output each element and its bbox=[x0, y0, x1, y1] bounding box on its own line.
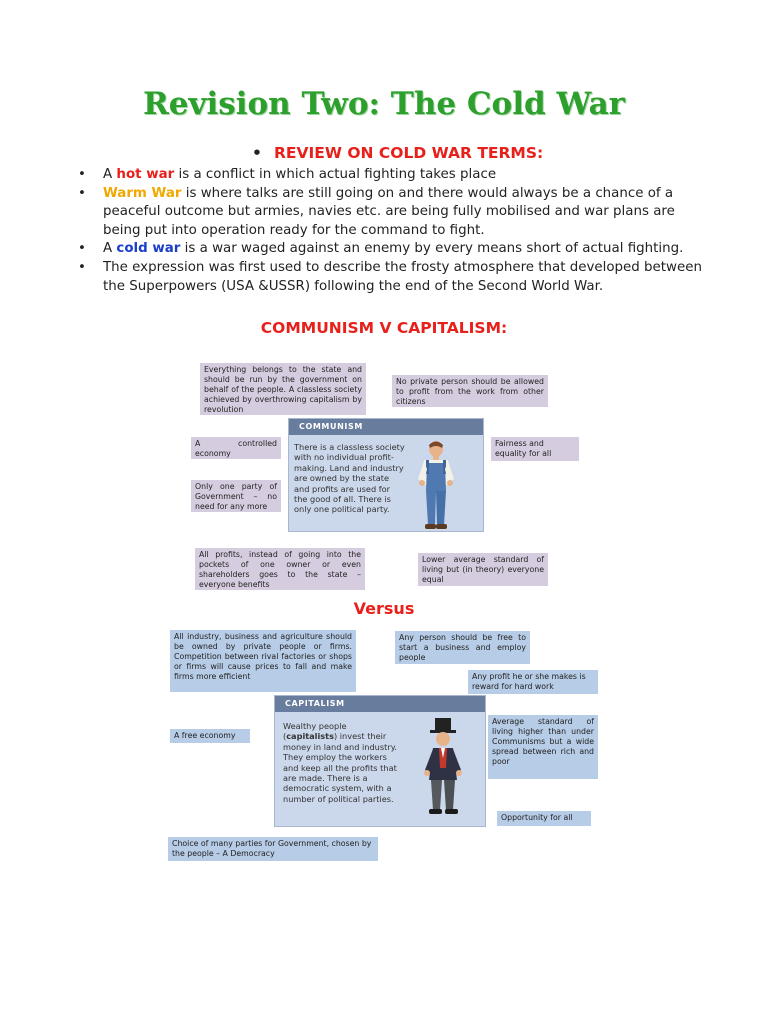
capitalism-text-bold: capitalists bbox=[286, 731, 334, 742]
term-text: is a war waged against an enemy by every means short of actual fighting. bbox=[180, 241, 684, 257]
term-keyword: hot war bbox=[116, 167, 175, 182]
bullet-icon: • bbox=[252, 144, 262, 162]
capitalism-card bbox=[274, 695, 486, 827]
worker-figure-icon bbox=[409, 439, 463, 531]
term-expression bbox=[78, 259, 708, 296]
term-text: A bbox=[103, 167, 117, 182]
term-text: is a conflict in which actual fighting takes place bbox=[174, 167, 497, 182]
note-everything-belongs: Everything belongs to the state and should be run by the government on behalf of the people. A classless society achieved by overthrowing capitalism by revolution bbox=[200, 363, 366, 415]
capitalism-text-pre: Wealthy people ( bbox=[283, 721, 347, 742]
note-lower-standard: Lower average standard of living but (in theory) everyone equal bbox=[418, 553, 548, 586]
page-title: Revision Two: The Cold War bbox=[142, 86, 626, 122]
term-keyword: cold war bbox=[116, 241, 181, 257]
note-any-person: Any person should be free to start a business and employ people bbox=[395, 631, 530, 664]
term-hot-war bbox=[78, 166, 708, 185]
term-warm-war bbox=[78, 185, 708, 241]
term-cold-war bbox=[78, 240, 708, 259]
bullet-icon: • bbox=[78, 259, 86, 275]
note-choice-of-parties: Choice of many parties for Government, chosen by the people – A Democracy bbox=[168, 837, 378, 861]
note-all-profits: All profits, instead of going into the pockets of one owner or even shareholders goes to the state – everyone benefits bbox=[195, 548, 365, 590]
note-opportunity: Opportunity for all bbox=[497, 811, 591, 826]
note-free-economy: A free economy bbox=[170, 729, 250, 743]
bullet-icon: • bbox=[78, 167, 86, 182]
note-one-party: Only one party of Government – no need for any more bbox=[191, 480, 281, 512]
term-text: is where talks are still going on and there would always be a chance of a peaceful outcome but armies, navies etc. are being fully mobilised and war plans are being put into operation ready for the command to fight. bbox=[103, 185, 675, 238]
bullet-icon: • bbox=[78, 241, 86, 257]
review-heading-text: REVIEW ON COLD WAR TERMS: bbox=[274, 144, 544, 162]
note-controlled-economy: A controlled economy bbox=[191, 437, 281, 459]
term-text: The expression was first used to describe the frosty atmosphere that developed between the Superpowers (USA &USSR) following the end of the Second World War. bbox=[103, 259, 702, 294]
note-no-private-profit: No private person should be allowed to profit from the work from other citizens bbox=[392, 375, 548, 407]
capitalism-text-post: ) invest their money in land and industry. They employ the workers and keep all the profits that are made. There is a democratic system, with a number of political parties. bbox=[283, 731, 397, 804]
term-keyword: Warm War bbox=[103, 185, 182, 201]
communism-card bbox=[288, 418, 484, 532]
communism-card-text: There is a classless society with no individual profit-making. Land and industry are owned by the state and profits are used for the good of all. There is only one political party. bbox=[294, 442, 405, 515]
note-average-standard: Average standard of living higher than under Communisms but a wide spread between rich and poor bbox=[488, 715, 598, 779]
versus-heading: Versus bbox=[353, 599, 415, 618]
comparison-heading: COMMUNISM V CAPITALISM: bbox=[260, 319, 508, 337]
note-fairness: Fairness and equality for all bbox=[491, 437, 579, 461]
capitalism-card-text bbox=[283, 721, 401, 804]
capitalism-card-title: CAPITALISM bbox=[275, 696, 485, 712]
note-all-industry: All industry, business and agriculture should be owned by private people or firms. Competition between rival factories or shops or firms will cause prices to fall and make firms more efficient bbox=[170, 630, 356, 692]
term-text: A bbox=[103, 241, 117, 257]
bullet-icon: • bbox=[78, 185, 86, 201]
capitalist-figure-icon bbox=[415, 718, 471, 818]
communism-card-title: COMMUNISM bbox=[289, 419, 483, 435]
note-any-profit: Any profit he or she makes is reward for hard work bbox=[468, 670, 598, 694]
terms-list bbox=[78, 166, 708, 296]
